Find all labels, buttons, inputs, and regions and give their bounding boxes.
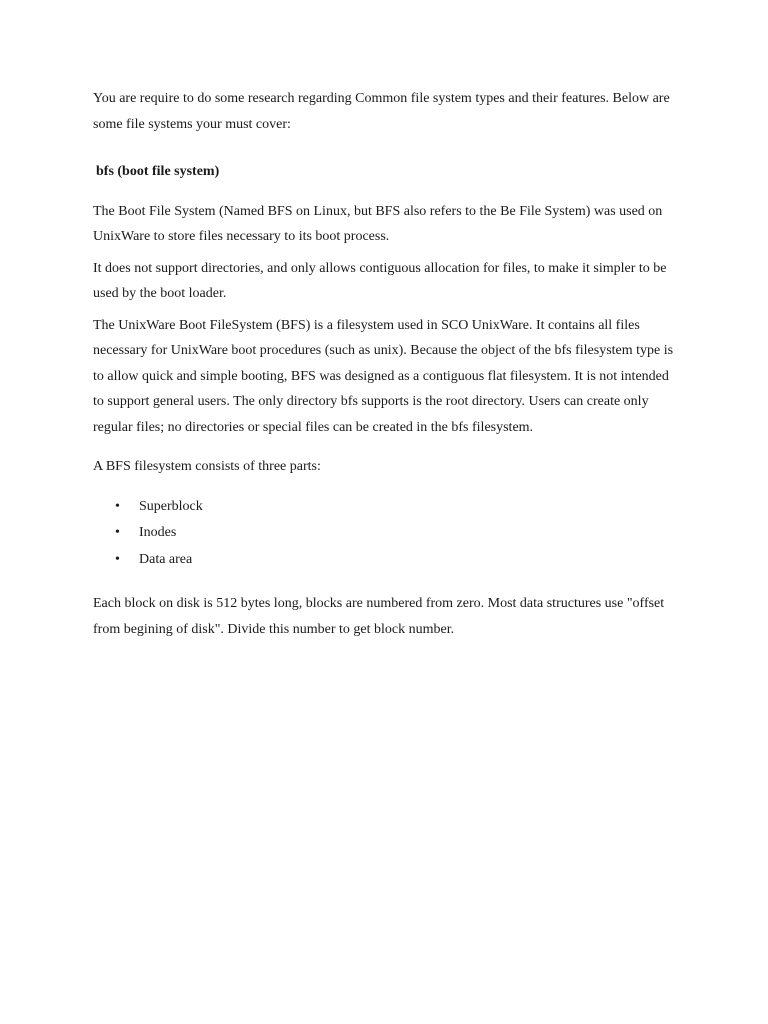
list-item bbox=[93, 494, 683, 521]
paragraph-three-parts: A BFS filesystem consists of three parts: bbox=[93, 459, 321, 474]
section-heading: bfs (boot file system) bbox=[96, 164, 220, 179]
paragraph-bfs-definition: The Boot File System (Named BFS on Linux, but BFS also refers to the Be File System) was used on UnixWare to store files necessary to its boot process. bbox=[93, 203, 663, 244]
bullet-icon: • bbox=[115, 498, 120, 514]
parts-list bbox=[93, 494, 683, 574]
list-item bbox=[93, 547, 683, 574]
list-item-label: Data area bbox=[139, 551, 193, 567]
list-item bbox=[93, 520, 683, 547]
paragraph-unixware-bfs: The UnixWare Boot FileSystem (BFS) is a filesystem used in SCO UnixWare. It contains all files necessary for UnixWare boot procedures (such as unix). Because the object of the bfs filesystem type is to allow quick and simple booting, BFS was designed as a contiguous flat filesystem. It is not intended to support general users. The only directory bfs supports is the root directory. Users can create only regular files; no directories or special files can be created in the bfs filesystem. bbox=[93, 317, 674, 435]
list-item-label: Inodes bbox=[139, 525, 177, 540]
bullet-icon: • bbox=[115, 551, 120, 567]
list-item-label: Superblock bbox=[139, 498, 203, 514]
paragraph-directories: It does not support directories, and only allows contiguous allocation for files, to make it simpler to be used by the boot loader. bbox=[93, 260, 667, 301]
bullet-icon: • bbox=[115, 525, 120, 540]
paragraph-block-size: Each block on disk is 512 bytes long, blocks are numbered from zero. Most data structures use "offset from begining of disk". Divide this number to get block number. bbox=[93, 596, 665, 637]
intro-paragraph: You are require to do some research regarding Common file system types and their features. Below are some file systems your must cover: bbox=[93, 91, 670, 132]
document-body bbox=[93, 86, 683, 648]
